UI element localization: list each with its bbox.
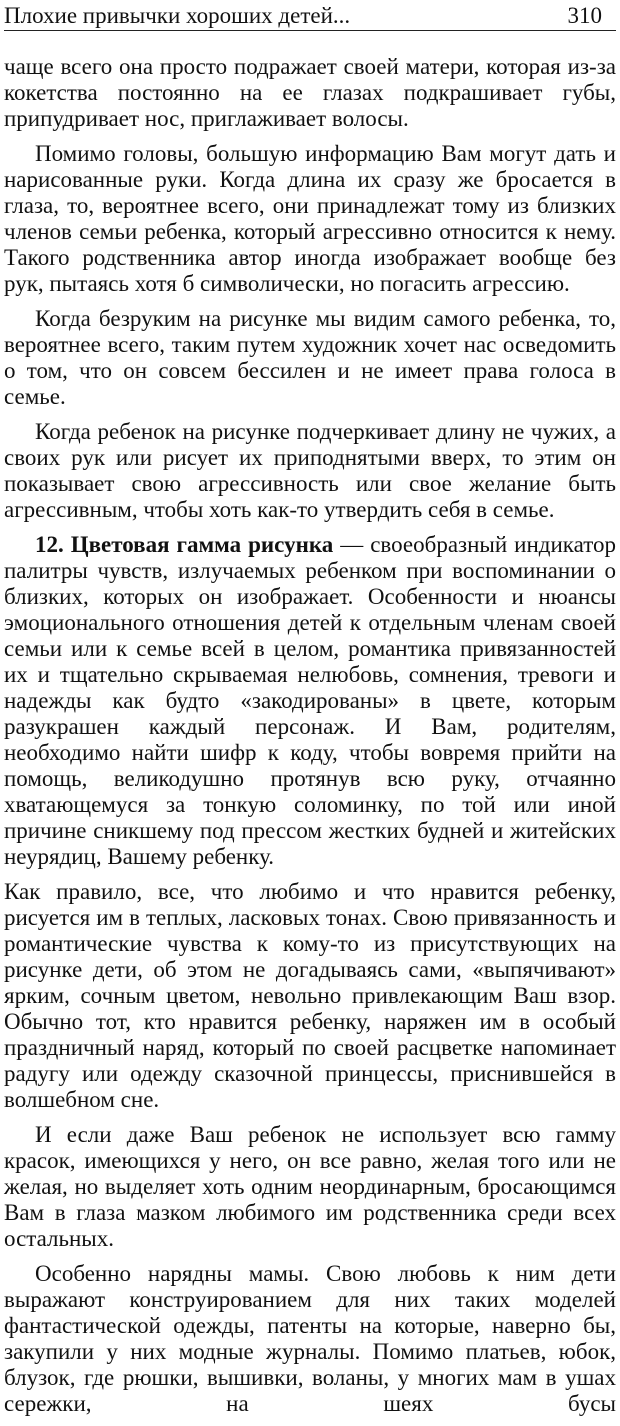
running-header [4,4,616,31]
section-heading: 12. Цветовая гамма рисунка [35,532,334,557]
paragraph [4,532,616,870]
paragraph: Когда безруким на рисунке мы видим самого ребенка, то, вероятнее всего, таким путем художник хочет нас осведомить о том, что он совсем бессилен и не имеет права голоса в семье. [4,306,616,409]
paragraph: Как правило, все, что любимо и что нравится ребенку, рисуется им в теплых, ласковых тонах. Свою привязанность и романтические чувства к кому-то из присутствующих на рисунке дети, об этом не догадываясь сами, «выпячивают» ярким, сочным цветом, невольно привлекающим Ваш взор. Обычно тот, кто нравится ребенку, наряжен им в особый праздничный наряд, который по своей расцветке напоминает радугу или одежду сказочной принцессы, приснившейся в волшебном сне. [4,879,616,1112]
running-title: Плохие привычки хороших детей... [4,3,351,28]
body-text [4,54,616,1426]
paragraph: Помимо головы, большую информацию Вам могут дать и нарисованные руки. Когда длина их сразу же бросается в глаза, то, вероятнее всего, они принадлежат тому из близких членов семьи ребенка, который агрессивно относится к нему. Такого родственника автор иногда изображает вообще без рук, пытаясь хотя б символически, но погасить агрессию. [4,141,616,296]
paragraph-text: — своеобразный индикатор палитры чувств, излучаемых ребенком при воспоминании о близких, которых он изображает. Особенности и нюансы эмоционального отношения детей к отдельным членам своей семьи или к семье всей в целом, романтика привязанностей их и тщательно скрываемая нелюбовь, сомнения, тревоги и надежды как будто «закодированы» в цвете, которым разукрашен каждый персонаж. И Вам, родителям, необходимо найти шифр к коду, чтобы вовремя прийти на помощь, великодушно протянув всю руку, отчаянно хватающемуся за тонкую соломинку, по той или иной причине сникшему под прессом жестких будней и житейских неурядиц, Вашему ребенку. [4,532,616,869]
paragraph: чаще всего она просто подражает своей матери, которая из-за кокетства постоянно на ее глазах подкрашивает губы, припудривает нос, приглаживает волосы. [4,54,616,131]
page-number: 310 [567,3,602,28]
paragraph: Особенно нарядны мамы. Свою любовь к ним дети выражают конструированием для них таких моделей фантастической одежды, патенты на которые, наверно бы, закупили у них модные журналы. Помимо платьев, юбок, блузок, где рюшки, вышивки, воланы, у многих мам в ушах сережки, на шеях бусы [4,1261,616,1416]
paragraph: Когда ребенок на рисунке подчеркивает длину не чужих, а своих рук или рисует их приподнятыми вверх, то этим он показывает свою агрессивность или свое желание быть агрессивным, чтобы хоть как-то утвердить себя в семье. [4,419,616,522]
paragraph: И если даже Ваш ребенок не использует всю гамму красок, имеющихся у него, он все равно, желая того или не желая, но выделяет хоть одним неординарным, бросающимся Вам в глаза мазком любимого им родственника среди всех остальных. [4,1122,616,1251]
